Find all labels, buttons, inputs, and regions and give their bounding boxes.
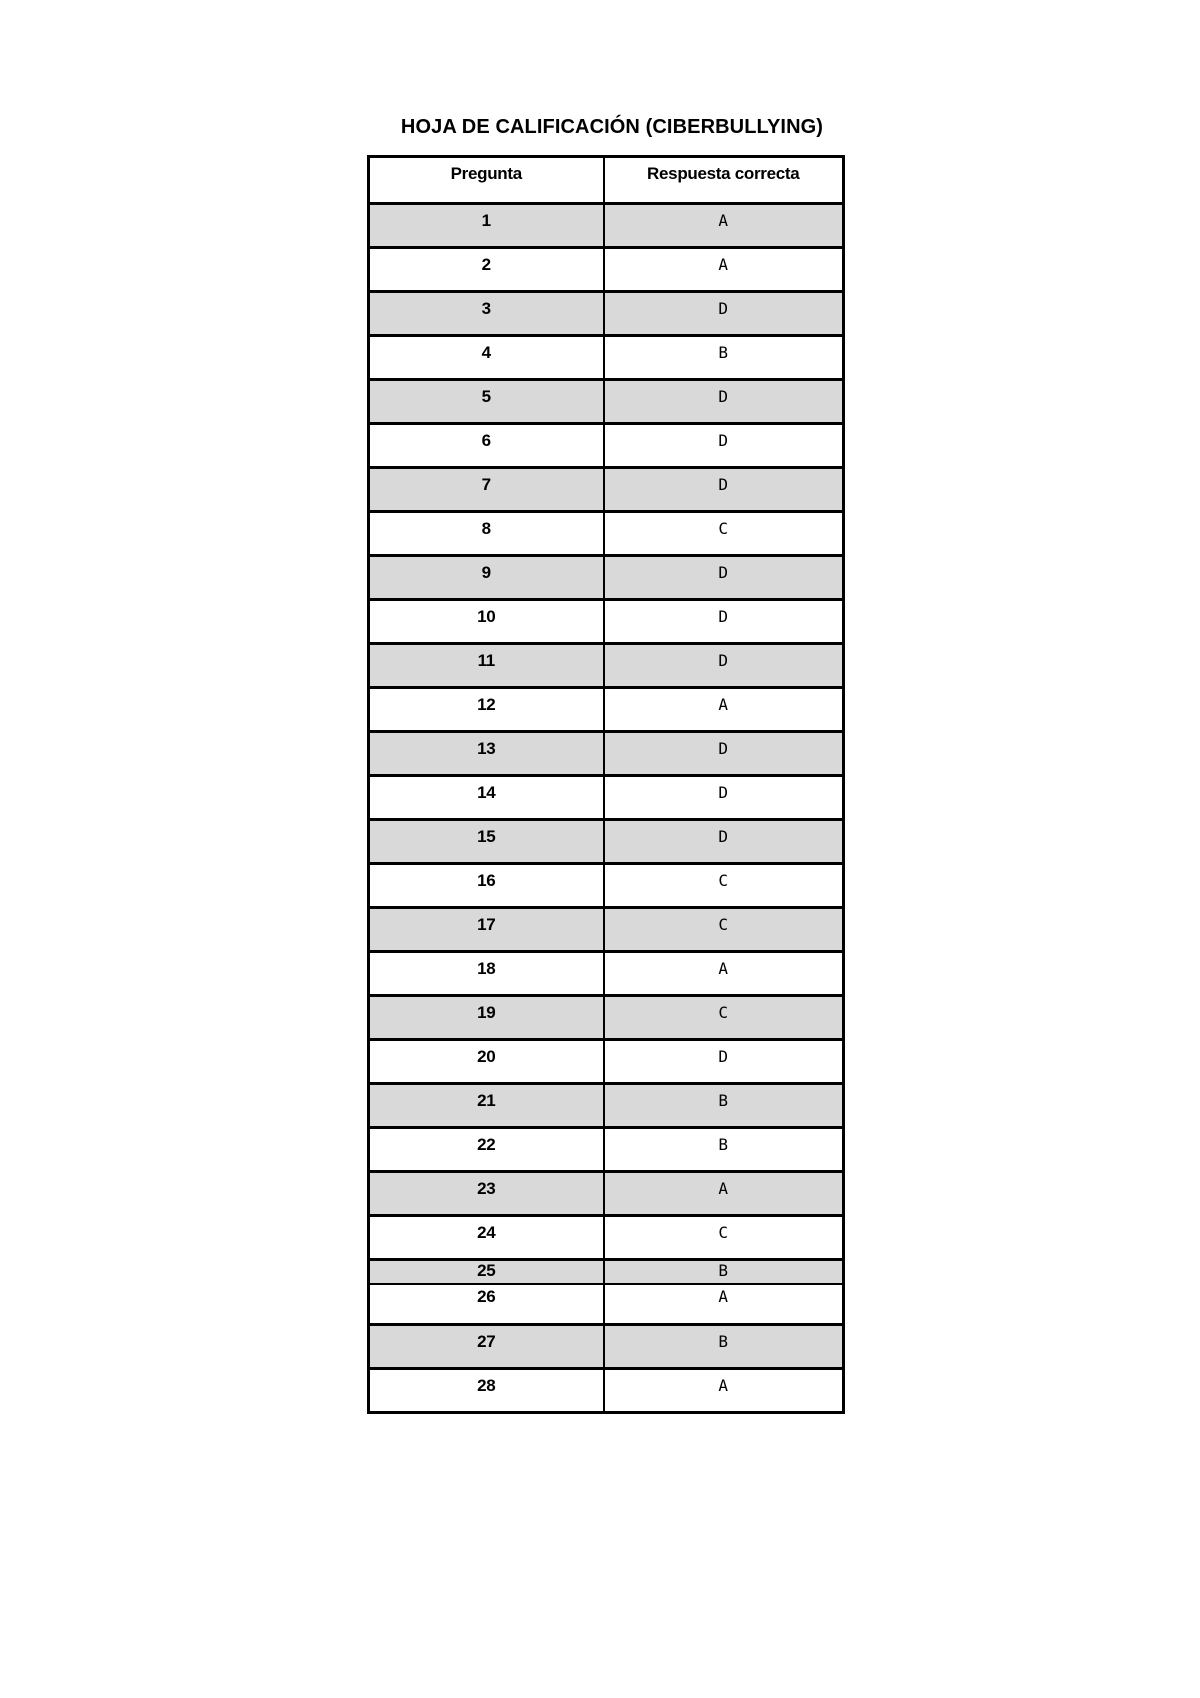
question-number-cell: 15 — [369, 820, 604, 864]
correct-answer-cell: A — [604, 248, 844, 292]
correct-answer-cell: A — [604, 952, 844, 996]
correct-answer-cell: A — [604, 1172, 844, 1216]
table-row — [369, 1325, 844, 1369]
question-number-cell: 21 — [369, 1084, 604, 1128]
question-number-cell: 25 — [369, 1260, 604, 1285]
table-row — [369, 1369, 844, 1413]
question-number-cell: 16 — [369, 864, 604, 908]
question-column-header: Pregunta — [369, 157, 604, 204]
table-header-row — [369, 157, 844, 204]
table-row — [369, 1260, 844, 1285]
correct-answer-cell: B — [604, 1325, 844, 1369]
question-number-cell: 17 — [369, 908, 604, 952]
table-row — [369, 732, 844, 776]
correct-answer-cell: C — [604, 1216, 844, 1260]
answer-rows — [369, 204, 844, 1413]
table-row — [369, 908, 844, 952]
question-number-cell: 13 — [369, 732, 604, 776]
correct-answer-cell: C — [604, 996, 844, 1040]
correct-answer-cell: B — [604, 1084, 844, 1128]
table-row — [369, 996, 844, 1040]
correct-answer-cell: B — [604, 1260, 844, 1285]
table-row — [369, 776, 844, 820]
correct-answer-cell: C — [604, 908, 844, 952]
table-row — [369, 1084, 844, 1128]
question-number-cell: 12 — [369, 688, 604, 732]
table-row — [369, 952, 844, 996]
correct-answer-cell: D — [604, 424, 844, 468]
question-number-cell: 20 — [369, 1040, 604, 1084]
table-row — [369, 600, 844, 644]
question-number-cell: 22 — [369, 1128, 604, 1172]
question-number-cell: 26 — [369, 1284, 604, 1325]
correct-answer-cell: D — [604, 776, 844, 820]
question-number-cell: 1 — [369, 204, 604, 248]
table-row — [369, 644, 844, 688]
correct-answer-cell: C — [604, 512, 844, 556]
correct-answer-cell: D — [604, 468, 844, 512]
question-number-cell: 27 — [369, 1325, 604, 1369]
question-number-cell: 28 — [369, 1369, 604, 1413]
table-row — [369, 1172, 844, 1216]
question-number-cell: 7 — [369, 468, 604, 512]
correct-answer-cell: D — [604, 600, 844, 644]
question-number-cell: 24 — [369, 1216, 604, 1260]
document-title: HOJA DE CALIFICACIÓN (CIBERBULLYING) — [400, 116, 824, 138]
question-number-cell: 14 — [369, 776, 604, 820]
correct-answer-cell: A — [604, 1369, 844, 1413]
correct-answer-cell: B — [604, 1128, 844, 1172]
correct-answer-cell: D — [604, 732, 844, 776]
table-row — [369, 688, 844, 732]
table-row — [369, 248, 844, 292]
question-number-cell: 5 — [369, 380, 604, 424]
answer-key-table — [367, 155, 845, 1414]
question-number-cell: 18 — [369, 952, 604, 996]
table-row — [369, 1128, 844, 1172]
correct-answer-cell: A — [604, 1284, 844, 1325]
table-row — [369, 424, 844, 468]
correct-answer-cell: C — [604, 864, 844, 908]
table-row — [369, 1284, 844, 1325]
question-number-cell: 8 — [369, 512, 604, 556]
question-number-cell: 11 — [369, 644, 604, 688]
table-row — [369, 556, 844, 600]
correct-answer-cell: B — [604, 336, 844, 380]
correct-answer-cell: D — [604, 644, 844, 688]
correct-answer-cell: A — [604, 204, 844, 248]
correct-answer-cell: D — [604, 380, 844, 424]
table-row — [369, 1040, 844, 1084]
table-row — [369, 468, 844, 512]
table-row — [369, 864, 844, 908]
correct-answer-cell: D — [604, 1040, 844, 1084]
correct-answer-cell: D — [604, 292, 844, 336]
table-row — [369, 380, 844, 424]
question-number-cell: 10 — [369, 600, 604, 644]
table-row — [369, 204, 844, 248]
table-row — [369, 336, 844, 380]
question-number-cell: 19 — [369, 996, 604, 1040]
question-number-cell: 3 — [369, 292, 604, 336]
answer-column-header: Respuesta correcta — [604, 157, 844, 204]
table-row — [369, 512, 844, 556]
question-number-cell: 2 — [369, 248, 604, 292]
table-row — [369, 1216, 844, 1260]
question-number-cell: 23 — [369, 1172, 604, 1216]
question-number-cell: 4 — [369, 336, 604, 380]
table-row — [369, 820, 844, 864]
question-number-cell: 6 — [369, 424, 604, 468]
correct-answer-cell: D — [604, 556, 844, 600]
correct-answer-cell: D — [604, 820, 844, 864]
correct-answer-cell: A — [604, 688, 844, 732]
question-number-cell: 9 — [369, 556, 604, 600]
table-row — [369, 292, 844, 336]
